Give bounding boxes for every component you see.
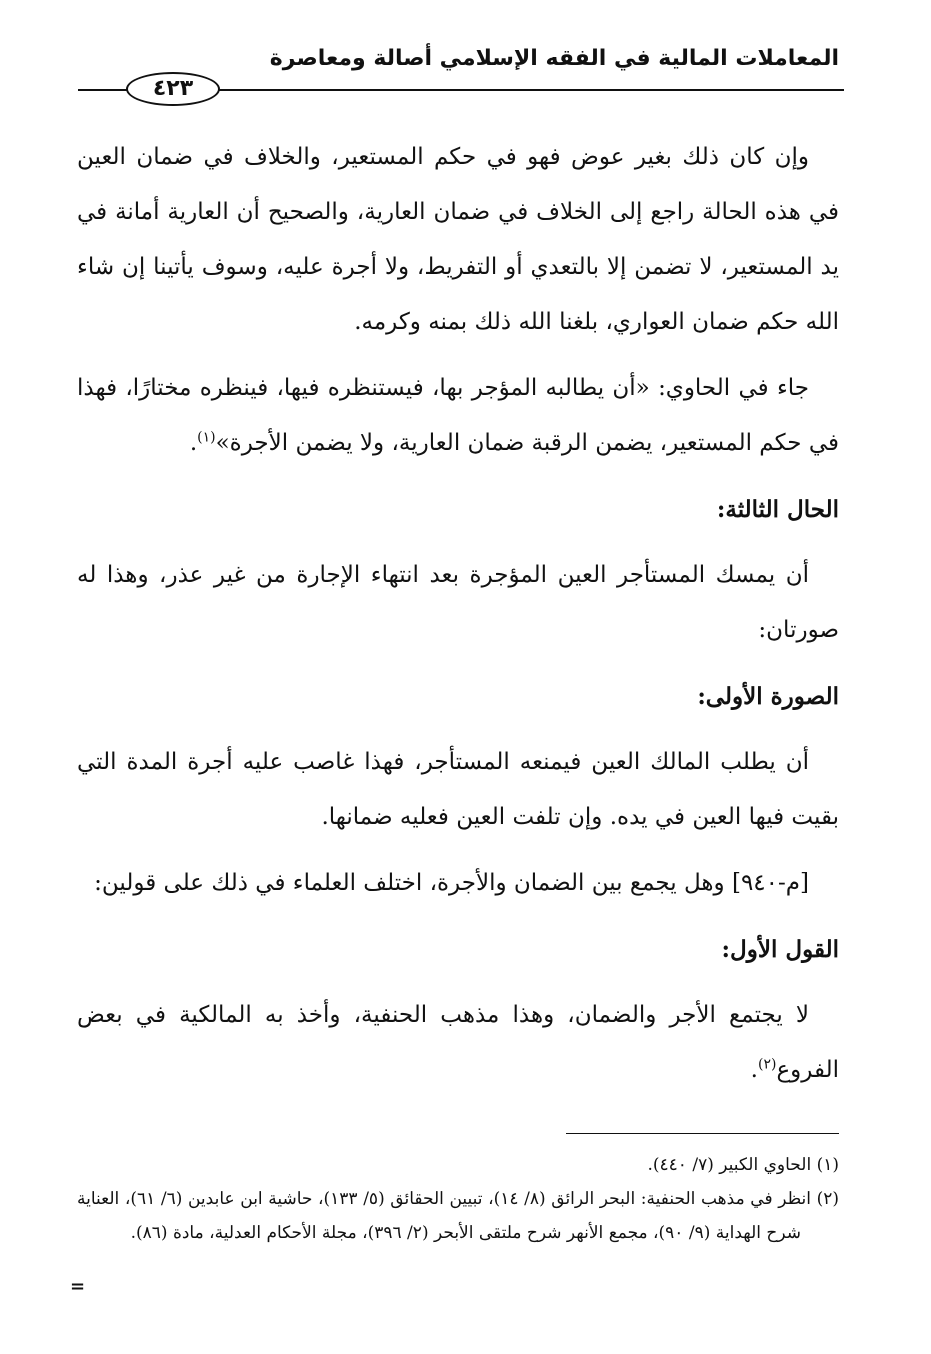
running-header-title: المعاملات المالية في الفقه الإسلامي أصالة ومعاصرة: [269, 46, 839, 71]
paragraph-6-end: .: [750, 1057, 758, 1083]
footnote-continuation-mark: =: [70, 1276, 86, 1297]
paragraph-2-end: .: [189, 430, 198, 456]
paragraph-4: أن يطلب المالك العين فيمنعه المستأجر، فهذا غاصب عليه أجرة المدة التي بقيت فيها العين في يده. وإن تلفت العين فعليه ضمانها.: [77, 749, 839, 830]
page-number: ٤٢٣: [126, 72, 220, 106]
heading-first-form: الصورة الأولى:: [697, 683, 839, 710]
paragraph-6-text: لا يجتمع الأجر والضمان، وهذا مذهب الحنفية، وأخذ به المالكية في بعض الفروع: [77, 1002, 839, 1083]
heading-third-case: الحال الثالثة:: [716, 496, 839, 523]
paragraph-2-text: جاء في الحاوي: «أن يطالبه المؤجر بها، فيستنظره فيها، فينظره مختارًا، فهذا في حكم المستعير، يضمن الرقبة ضمان العارية، ولا يضمن الأجرة»: [77, 375, 839, 456]
paragraph-3: أن يمسك المستأجر العين المؤجرة بعد انتهاء الإجارة من غير عذر، وهذا له صورتان:: [77, 562, 839, 643]
footnote-1: (١) الحاوي الكبير (٧/ ٤٤٠).: [647, 1155, 839, 1175]
footnote-separator: [566, 1133, 839, 1134]
footnotes: [77, 1148, 839, 1250]
paragraph-1: وإن كان ذلك بغير عوض فهو في حكم المستعير، والخلاف في ضمان العين في هذه الحالة راجع إلى الخلاف في ضمان العارية، والصحيح أن العارية أمانة في يد المستعير، لا تضمن إلا بالتعدي أو التفريط، ولا أجرة عليه، وسوف يأتينا إن شاء الله حكم ضمان العواري، بلغنا الله ذلك بمنه وكرمه.: [77, 144, 839, 335]
paragraph-6: [77, 988, 839, 1098]
heading-first-opinion: القول الأول:: [721, 936, 839, 963]
footnote-ref-2: (٢): [757, 1056, 777, 1073]
main-text: [77, 130, 839, 1109]
paragraph-2: [77, 361, 839, 471]
footnote-2: (٢) انظر في مذهب الحنفية: البحر الرائق (٨/ ١٤)، تبيين الحقائق (٥/ ١٣٣)، حاشية ابن عابدين (٦/ ٦١)، العناية شرح الهداية (٩/ ٩٠)، مجمع الأنهر شرح ملتقى الأبحر (٢/ ٣٩٦)، مجلة الأحكام العدلية، مادة (٨٦).: [77, 1189, 839, 1243]
footnote-ref-1: (١): [197, 429, 216, 446]
paragraph-5: [م-٩٤٠] وهل يجمع بين الضمان والأجرة، اختلف العلماء في ذلك على قولين:: [94, 870, 809, 896]
